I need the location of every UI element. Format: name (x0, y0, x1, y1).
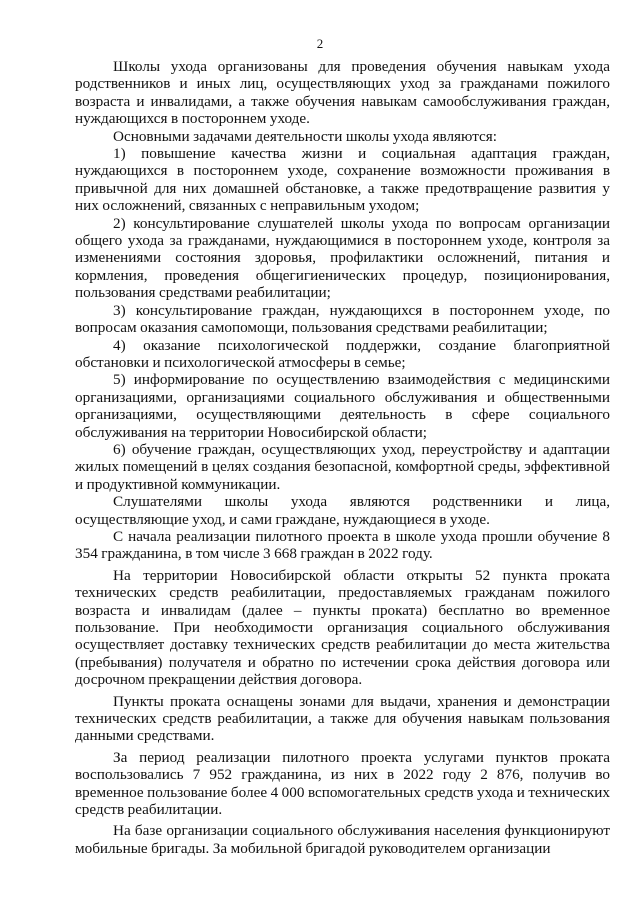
paragraph-task-4: 4) оказание психологической поддержки, создание благоприятной обстановки и психологической атмосферы в семье; (75, 336, 610, 371)
paragraph-rental-equipment: Пункты проката оснащены зонами для выдачи, хранения и демонстрации технических средств реабилитации, а также для обучения навыкам пользования данными средствами. (75, 692, 610, 745)
paragraph-tasks-heading: Основными задачами деятельности школы ухода являются: (113, 127, 497, 145)
paragraph-trained-count: С начала реализации пилотного проекта в школе ухода прошли обучение 8 354 гражданина, в том числе 3 668 граждан в 2022 году. (75, 527, 610, 563)
paragraph-task-5: 5) информирование по осуществлению взаимодействия с медицинскими организациями, организациями социального обслуживания и общественными организациями, осуществляющими деятельность в сфере социального обслуживания на территории Новосибирской области; (75, 371, 610, 441)
paragraph-rental-points: На территории Новосибирской области открыты 52 пункта проката технических средств реабилитации, предоставляемых гражданам пожилого возраста и инвалидам (далее – пункты проката) бесплатно во временное пользование. При необходимости организация социального обслуживания осуществляет доставку технических средств реабилитации до места жительства (пребывания) получателя и обратно по истечении срока действия договора или досрочном прекращении действия договора. (75, 566, 610, 689)
paragraph-intro: Школы ухода организованы для проведения обучения навыкам ухода родственников и иных лиц, осуществляющих уход за гражданами пожилого возраста и инвалидами, а также обучения навыкам самообслуживания граждан, нуждающихся в постороннем уходе. (75, 58, 610, 128)
paragraph-rental-usage: За период реализации пилотного проекта услугами пунктов проката воспользовались 7 952 гражданина, из них в 2022 году 2 876, получив во временное пользование более 4 000 вспомогательных средств ухода и технических средств реабилитации. (75, 748, 610, 819)
document-body (75, 58, 610, 857)
page-number: 2 (316, 36, 324, 51)
paragraph-task-3: 3) консультирование граждан, нуждающихся в постороннем уходе, по вопросам оказания самопомощи, пользования средствами реабилитации; (75, 301, 610, 337)
paragraph-task-6: 6) обучение граждан, осуществляющих уход, переустройству и адаптации жилых помещений в целях создания безопасной, комфортной среды, эффективной и продуктивной коммуникации. (75, 440, 610, 493)
paragraph-mobile-brigades: На базе организации социального обслуживания населения функционируют мобильные бригады. За мобильной бригадой руководителем организации (75, 822, 610, 857)
paragraph-task-1: 1) повышение качества жизни и социальная адаптация граждан, нуждающихся в постороннем уходе, сохранение возможности проживания в привычной для них домашней обстановке, а также предотвращение развития у них осложнений, связанных с неправильным уходом; (75, 145, 610, 215)
paragraph-task-2: 2) консультирование слушателей школы ухода по вопросам организации общего ухода за гражданами, нуждающимися в постороннем уходе, контроля за изменениями состояния здоровья, профилактики осложнений, питания и кормления, проведения общегигиенических процедур, позиционирования, пользования средствами реабилитации; (75, 214, 610, 302)
paragraph-listeners: Слушателями школы ухода являются родственники и лица, осуществляющие уход, и сами граждане, нуждающиеся в уходе. (75, 493, 610, 528)
